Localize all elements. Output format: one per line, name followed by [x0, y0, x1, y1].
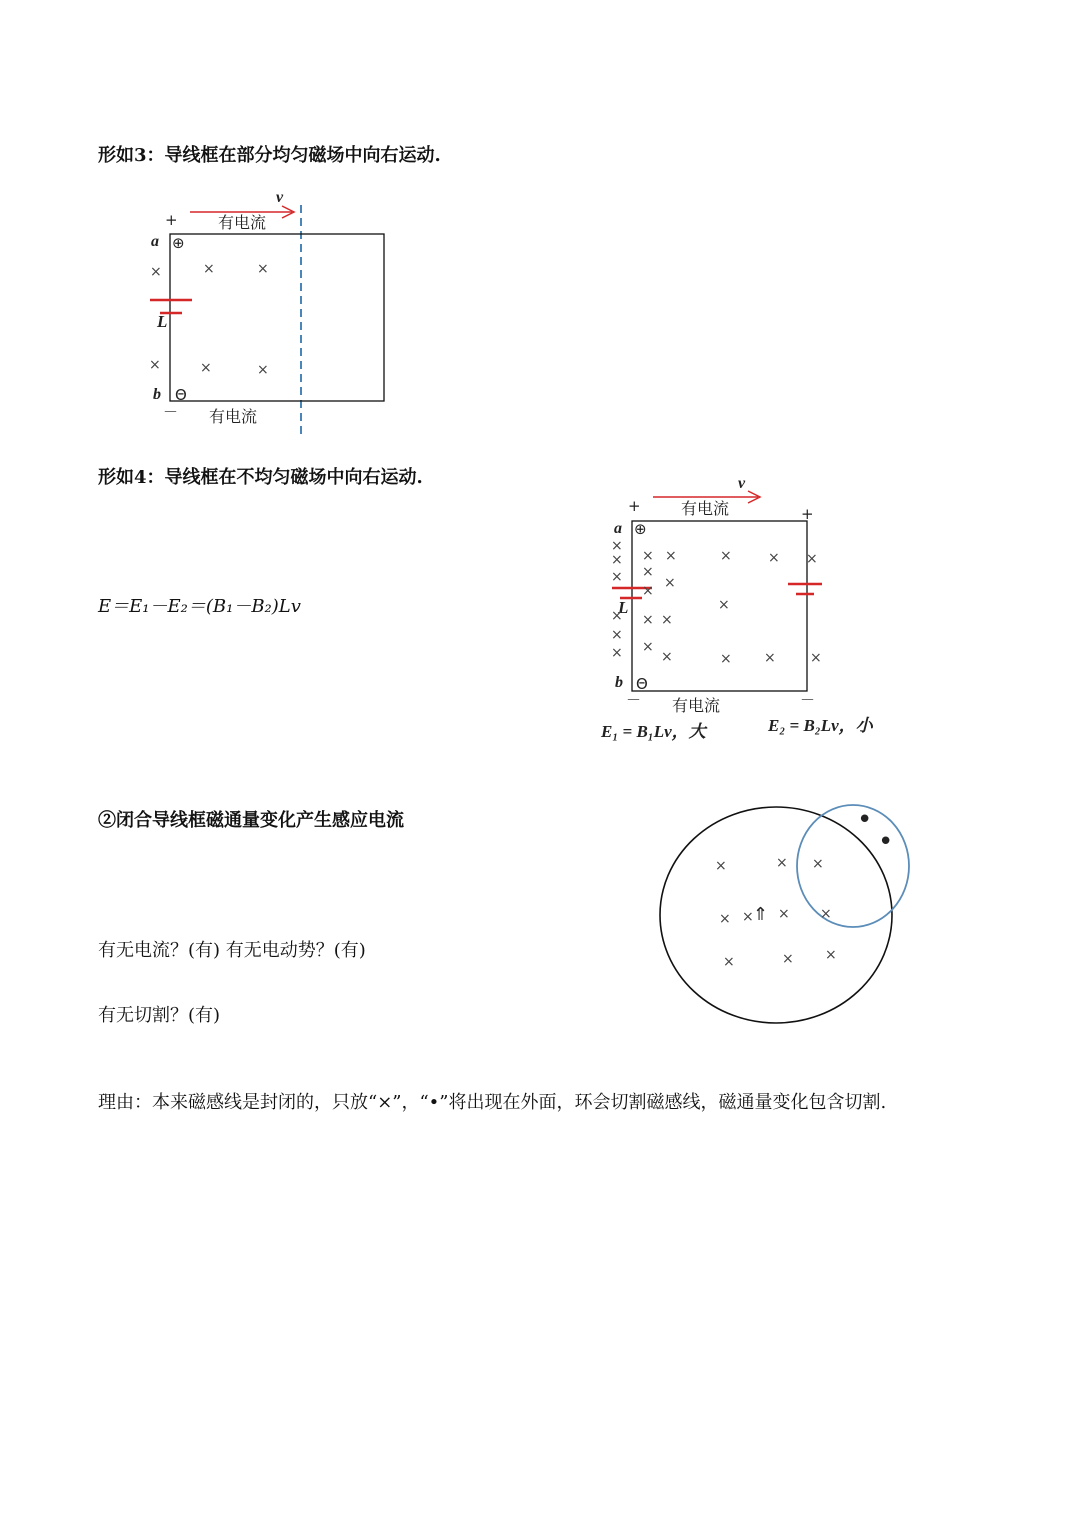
figure-closed-loop — [650, 795, 930, 1035]
field-cross: × — [611, 569, 623, 585]
field-cross: × — [642, 612, 654, 628]
plus-sign: + — [165, 211, 178, 229]
field-cross: × — [723, 954, 735, 970]
plus-sign-left: + — [628, 497, 641, 515]
point-b: b — [615, 674, 623, 691]
negative-terminal: Θ — [175, 386, 187, 404]
length-label: L — [157, 312, 168, 331]
point-a: a — [151, 233, 159, 250]
field-cross: × — [642, 639, 654, 655]
velocity-label: v — [738, 475, 746, 492]
field-cross: × — [820, 906, 832, 922]
reason-text: 理由：本来磁感线是封闭的，只放“×”，“•”将出现在外面，环会切割磁感线，磁通量变化包含切割. — [98, 1092, 887, 1113]
field-cross: × — [768, 550, 780, 566]
field-cross: × — [782, 951, 794, 967]
field-cross: × — [664, 575, 676, 591]
field-cross: × — [720, 548, 732, 564]
emf-formula: E＝E₁－E₂＝(B₁－B₂)Lv — [98, 596, 301, 617]
heading-form-4: 形如4：导线框在不均匀磁场中向右运动. — [98, 467, 423, 488]
field-cross: × — [149, 357, 161, 373]
figure-form-4 — [590, 475, 910, 745]
positive-terminal: ⊕ — [172, 234, 185, 252]
field-cross: × — [806, 551, 818, 567]
field-cross: × — [665, 548, 677, 564]
field-cross: × — [150, 264, 162, 280]
e2-label: E₂ = B₂Lv，小 — [768, 716, 873, 735]
current-label-top: 有电流 — [681, 499, 730, 518]
field-cross: × — [825, 947, 837, 963]
field-cross: × — [776, 855, 788, 871]
plus-sign-right: + — [801, 505, 814, 523]
field-cross: × — [257, 261, 269, 277]
heading-closed-loop: ②闭合导线框磁通量变化产生感应电流 — [98, 810, 404, 831]
field-cross: × — [764, 650, 776, 666]
current-label-bottom: 有电流 — [209, 407, 258, 426]
field-cross: × — [611, 552, 623, 568]
point-a: a — [614, 520, 622, 537]
field-cross: × — [611, 538, 623, 554]
field-cross: × — [203, 261, 215, 277]
minus-sign-left: － — [626, 691, 642, 709]
point-b: b — [153, 386, 161, 403]
field-cross: × — [778, 906, 790, 922]
negative-terminal: Θ — [636, 675, 648, 693]
field-cross: × — [257, 362, 269, 378]
positive-terminal: ⊕ — [634, 520, 647, 538]
current-label-top: 有电流 — [218, 213, 267, 232]
minus-sign: － — [163, 403, 179, 421]
field-cross: × — [611, 627, 623, 643]
velocity-label: v — [276, 189, 284, 206]
field-dot: • — [857, 805, 873, 835]
e1-label: E₁ = B₁Lv，大 — [601, 722, 706, 741]
length-label: L — [618, 598, 629, 617]
field-cross: × — [642, 564, 654, 580]
field-cross: × — [742, 909, 754, 925]
field-cross: × — [611, 645, 623, 661]
field-cross: × — [718, 597, 730, 613]
field-cross: × — [642, 583, 654, 599]
heading-form-3: 形如3：导线框在部分均匀磁场中向右运动. — [98, 145, 441, 166]
field-cross: × — [642, 548, 654, 564]
figure-form-3 — [140, 185, 440, 445]
field-region-circle — [660, 807, 892, 1023]
field-cross: × — [661, 649, 673, 665]
minus-sign-right: － — [800, 691, 816, 709]
field-cross: × — [200, 360, 212, 376]
field-cross: × — [812, 856, 824, 872]
field-cross: × — [715, 858, 727, 874]
rising-arrow: ⇑ — [753, 904, 769, 925]
field-cross: × — [611, 608, 623, 624]
field-cross: × — [661, 612, 673, 628]
question-current-emf: 有无电流？(有) 有无电动势？(有) — [98, 940, 366, 961]
question-cutting: 有无切割？(有) — [98, 1005, 221, 1026]
field-cross: × — [720, 651, 732, 667]
field-cross: × — [719, 911, 731, 927]
field-cross: × — [810, 650, 822, 666]
field-dot: • — [878, 827, 894, 857]
current-label-bottom: 有电流 — [672, 696, 721, 715]
